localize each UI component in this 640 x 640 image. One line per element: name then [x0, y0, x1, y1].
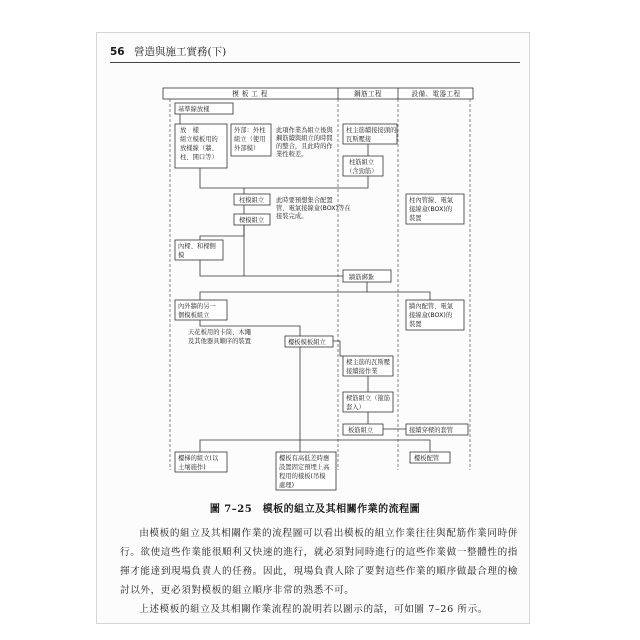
- node-beam-assembly-line: 樑筋組立（箍筋: [346, 395, 391, 402]
- node-slab-level-line: 程用的樣板(吊模: [279, 473, 326, 480]
- node-column-rebar-line: 柱筋組立: [349, 159, 375, 166]
- note-line: 天花板用的卡筒、木繩: [188, 329, 251, 336]
- node-layout-line: 放樣線（牆、: [180, 145, 218, 152]
- note-line: 及其他器具順序的裝置: [188, 338, 251, 345]
- figure-caption: 圖 7–25 模板的組立及其相關作業的流程圖: [209, 504, 421, 515]
- node-wall-piping-line: 裝置: [409, 321, 422, 328]
- node-beam-assembly-line: 套入）: [346, 404, 365, 411]
- note-line: 接裝完成。: [276, 213, 308, 220]
- node-beam-form-label: 樑模組立: [239, 217, 265, 224]
- node-slab-form-label: 樓板模板組立: [288, 339, 326, 346]
- note-line: 此時要預想集合配置: [276, 197, 333, 204]
- node-column-piping-line: 柱內管線、電氣: [409, 197, 454, 204]
- node-wall-piping-line: 牆內配管、電氣: [409, 303, 454, 310]
- node-rebar-joint-line: 柱主筋續接接頭的: [346, 127, 397, 134]
- node-beam-rebar-joint-line: 接續接作業: [346, 368, 378, 375]
- node-wall-piping-line: 接線盒(BOX)的: [409, 312, 453, 319]
- note-line: 業性較差。: [276, 151, 308, 158]
- note-line: 的整合，且此時的作: [276, 143, 333, 150]
- note-line: 管、電氣接線盒(BOX)等在: [276, 205, 351, 212]
- note-line: 鋼筋續與組立的時間: [276, 135, 333, 142]
- node-sleeve-label: 接續穿樑的套管: [409, 427, 454, 434]
- node-column-piping-line: 裝置: [409, 215, 422, 222]
- node-stair-line: 土壤施作): [178, 464, 206, 471]
- node-inner-wall-line: 個模板組立: [178, 312, 210, 319]
- note-line: 此項作業為組立後與: [276, 127, 333, 134]
- node-layout-line: 組立模板用的: [180, 136, 218, 143]
- node-inner-beam-line: 內樑、和樑側: [178, 243, 216, 250]
- body-text: [120, 524, 518, 619]
- node-slab-level-line: 樓板有高低差時應: [279, 455, 330, 462]
- node-layout-line: 柱、開口等）: [180, 154, 218, 161]
- node-column-form-label: 柱模組立: [239, 197, 265, 204]
- col-header-formwork: 模 板 工 程: [232, 90, 268, 98]
- page-number: 56: [110, 46, 125, 58]
- node-outer-line: 外部：外柱: [234, 127, 266, 134]
- node-column-rebar-line: （含勁筋）: [346, 168, 378, 175]
- node-wall-rebar-label: 牆筋綁紮: [349, 274, 375, 281]
- node-slab-piping-label: 樓板配管: [414, 455, 440, 462]
- node-basic-layout-label: 基準線放樣: [178, 106, 210, 113]
- paragraph: 由模板的組立及其相關作業的流程圖可以看出模板的組立作業往往與配筋作業同時併行。欲使這些作業能很順利又快速的進行，就必須對同時進行的這些作業做一整體性的指揮才能達到現場負責人的任務。因此，現場負責人除了要對這些作業的順序做最合理的檢討以外，更必須對模板的組立順序非常的熟悉不可。: [120, 528, 518, 596]
- node-beam-rebar-joint-line: 樑主筋的瓦斯壓: [346, 359, 391, 366]
- node-slab-rebar-label: 板筋組立: [348, 427, 374, 434]
- node-slab-level-line: 處理): [279, 482, 295, 489]
- book-title: 營造與施工實務(下): [133, 46, 227, 58]
- node-slab-level-line: 設置固定預埋上高: [279, 464, 330, 471]
- node-outer-line: 組立（使用: [234, 136, 266, 143]
- node-outer-line: 外部模）: [234, 145, 260, 152]
- node-rebar-joint-line: 瓦斯壓接: [346, 136, 372, 143]
- node-column-piping-line: 接線盒(BOX)的: [409, 206, 453, 213]
- col-header-mep: 設備、電器工程: [411, 90, 461, 98]
- node-stair-line: 樓梯的組立(以: [178, 455, 219, 462]
- node-layout-line: 放 樣: [180, 127, 199, 134]
- node-inner-beam-line: 模: [178, 252, 185, 259]
- node-inner-wall-line: 內外牆的另一: [178, 303, 216, 310]
- col-header-rebar: 鋼筋工程: [354, 90, 382, 98]
- paragraph: 上述模板的組立及其相關作業流程的說明若以圖示的話，可如圖 7–26 所示。: [139, 604, 488, 615]
